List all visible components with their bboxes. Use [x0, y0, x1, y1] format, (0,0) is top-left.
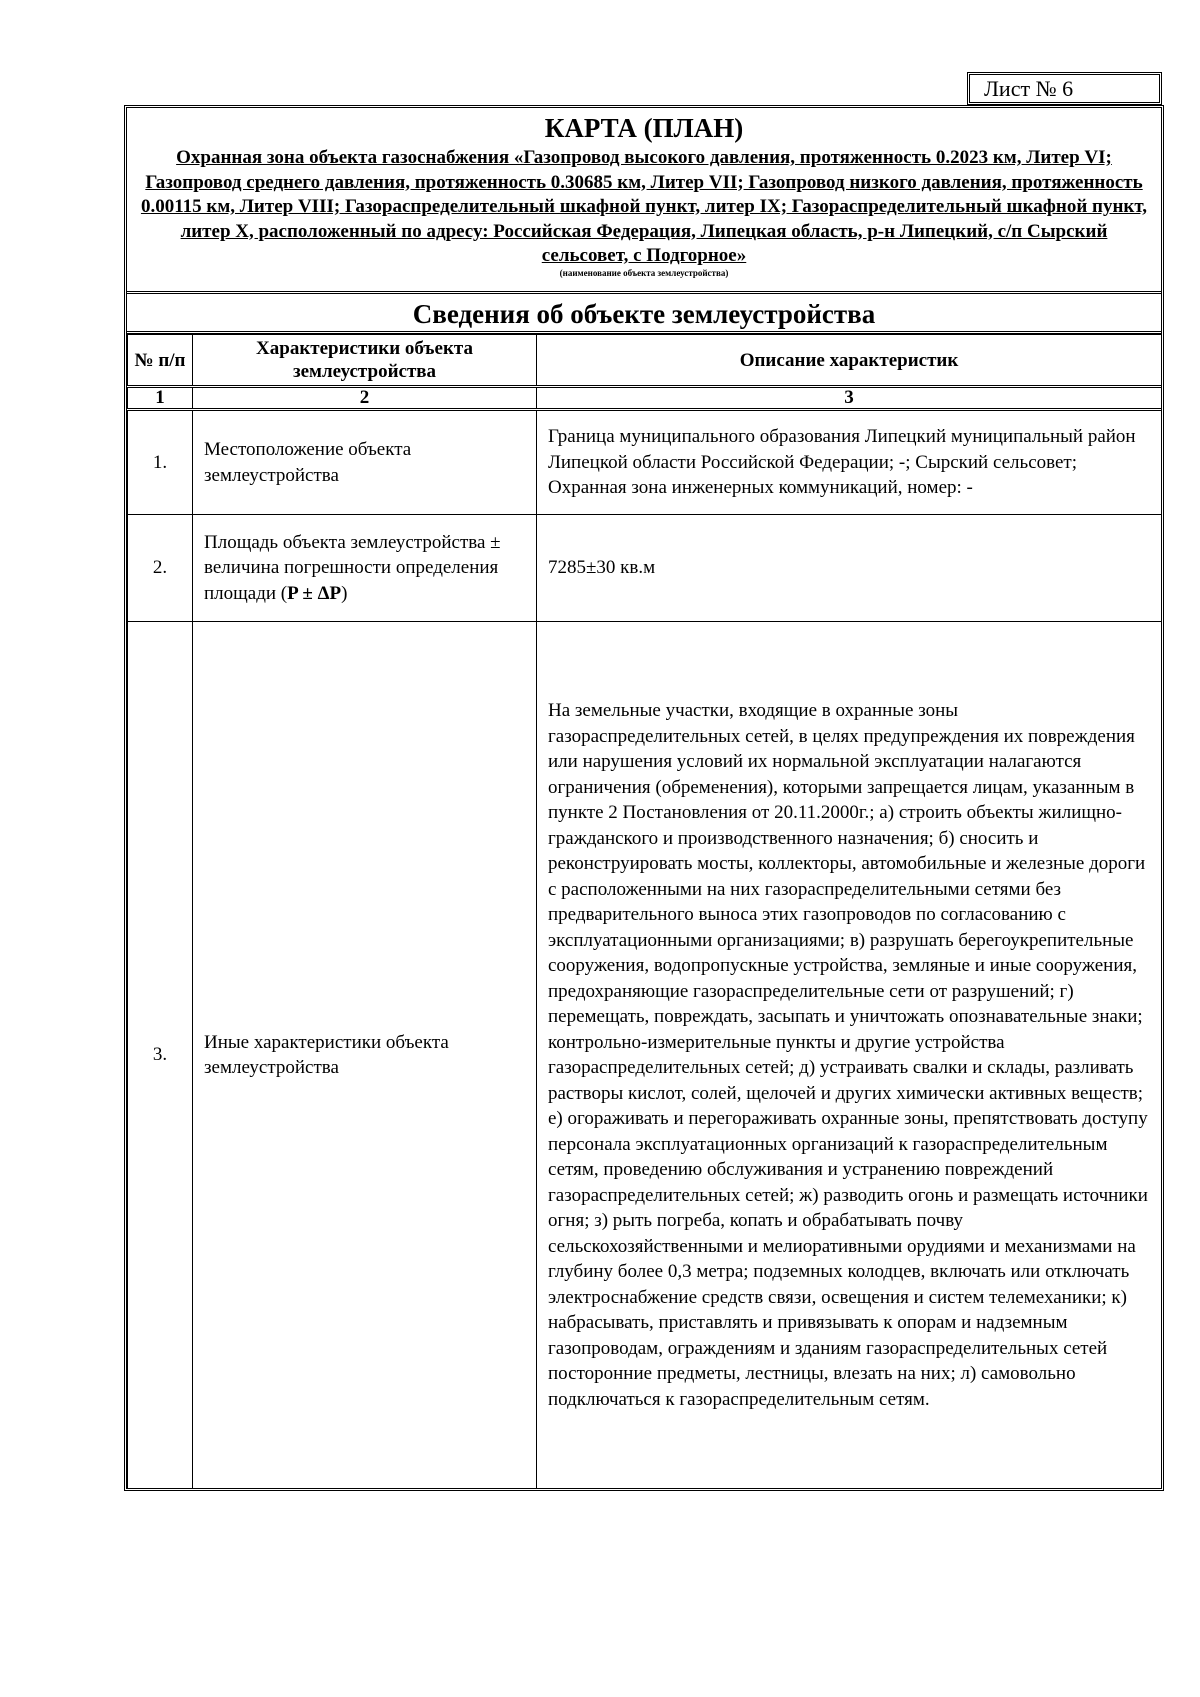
column-number-row [128, 387, 1162, 410]
row-characteristic [193, 515, 537, 622]
table-row [128, 410, 1162, 515]
document-frame [124, 105, 1164, 1491]
table-row [128, 515, 1162, 622]
area-formula: P ± ΔP [287, 582, 342, 604]
row-number: 3. [128, 622, 193, 1489]
header-num: № п/п [128, 335, 193, 387]
row-description: 7285±30 кв.м [537, 515, 1162, 622]
row-description: Граница муниципального образования Липецкий муниципальный район Липецкой области Российской Федерации; -; Сырский сельсовет; Охранная зона инженерных коммуникаций, номер: - [537, 410, 1162, 515]
page-title: КАРТА (ПЛАН) [544, 113, 744, 143]
column-number: 2 [193, 387, 537, 410]
column-number: 1 [128, 387, 193, 410]
row-number: 2. [128, 515, 193, 622]
table-row [128, 622, 1162, 1489]
header-characteristics: Характеристики объекта землеустройства [193, 335, 537, 387]
header-description: Описание характеристик [537, 335, 1162, 387]
title-block [127, 108, 1161, 294]
row-characteristic: Иные характеристики объекта землеустройства [193, 622, 537, 1489]
column-number: 3 [537, 387, 1162, 410]
object-name-caption: (наименование объекта землеустройства) [559, 267, 729, 278]
section-title: Сведения об объекте землеустройства [127, 294, 1161, 334]
characteristic-suffix: ) [341, 582, 348, 604]
row-number: 1. [128, 410, 193, 515]
characteristic-text: Площадь объекта землеустройства ± величина погрешности определения площади ( [204, 531, 501, 604]
row-characteristic: Местоположение объекта землеустройства [193, 410, 537, 515]
object-name: Охранная зона объекта газоснабжения «Газопровод высокого давления, протяженность 0.2023 км, Литер VI; Газопровод среднего давления, протяженность 0.30685 км, Литер VII; Газопровод низкого давления, протяженность 0.00115 км, Литер VIII; Газораспределительный шкафной пункт, литер IX; Газораспределительный шкафной пункт, литер X, расположенный по адресу: Российская Федерация, Липецкая область, р-н Липецкий, с/п Сырский сельсовет, с Подгорное» [140, 147, 1148, 266]
table-header-row [128, 335, 1162, 387]
object-info-table [127, 334, 1162, 1489]
sheet-number: Лист № 6 [967, 72, 1162, 105]
row-description: На земельные участки, входящие в охранные зоны газораспределительных сетей, в целях предупреждения их повреждения или нарушения условий их нормальной эксплуатации налагаются ограничения (обременения), которыми запрещается лицам, указанным в пункте 2 Постановления от 20.11.2000г.; а) строить объекты жилищно-гражданского и производственного назначения; б) сносить и реконструировать мосты, коллекторы, автомобильные и железные дороги с расположенными на них газораспределительными сетями без предварительного выноса этих газопроводов по согласованию с эксплуатационными организациями; в) разрушать берегоукрепительные сооружения, водопропускные устройства, земляные и иные сооружения, предохраняющие газораспределительные сети от разрушений; г) перемещать, повреждать, засыпать и уничтожать опознавательные знаки; контрольно-измерительные пункты и другие устройства газораспределительных сетей; д) устраивать свалки и склады, разливать растворы кислот, солей, щелочей и других химически активных веществ; е) огораживать и перегораживать охранные зоны, препятствовать доступу персонала эксплуатационных организаций к газораспределительным сетям, проведению обслуживания и устранению повреждений газораспределительных сетей; ж) разводить огонь и размещать источники огня; з) рыть погреба, копать и обрабатывать почву сельскохозяйственными и мелиоративными орудиями и механизмами на глубину более 0,3 метра; подземных колодцев, включать или отключать электроснабжение средств связи, освещения и систем телемеханики; к) набрасывать, приставлять и привязывать к опорам и надземным газопроводам, ограждениям и зданиям газораспределительных сетей посторонние предметы, лестницы, влезать на них; л) самовольно подключаться к газораспределительным сетям. [537, 622, 1162, 1489]
